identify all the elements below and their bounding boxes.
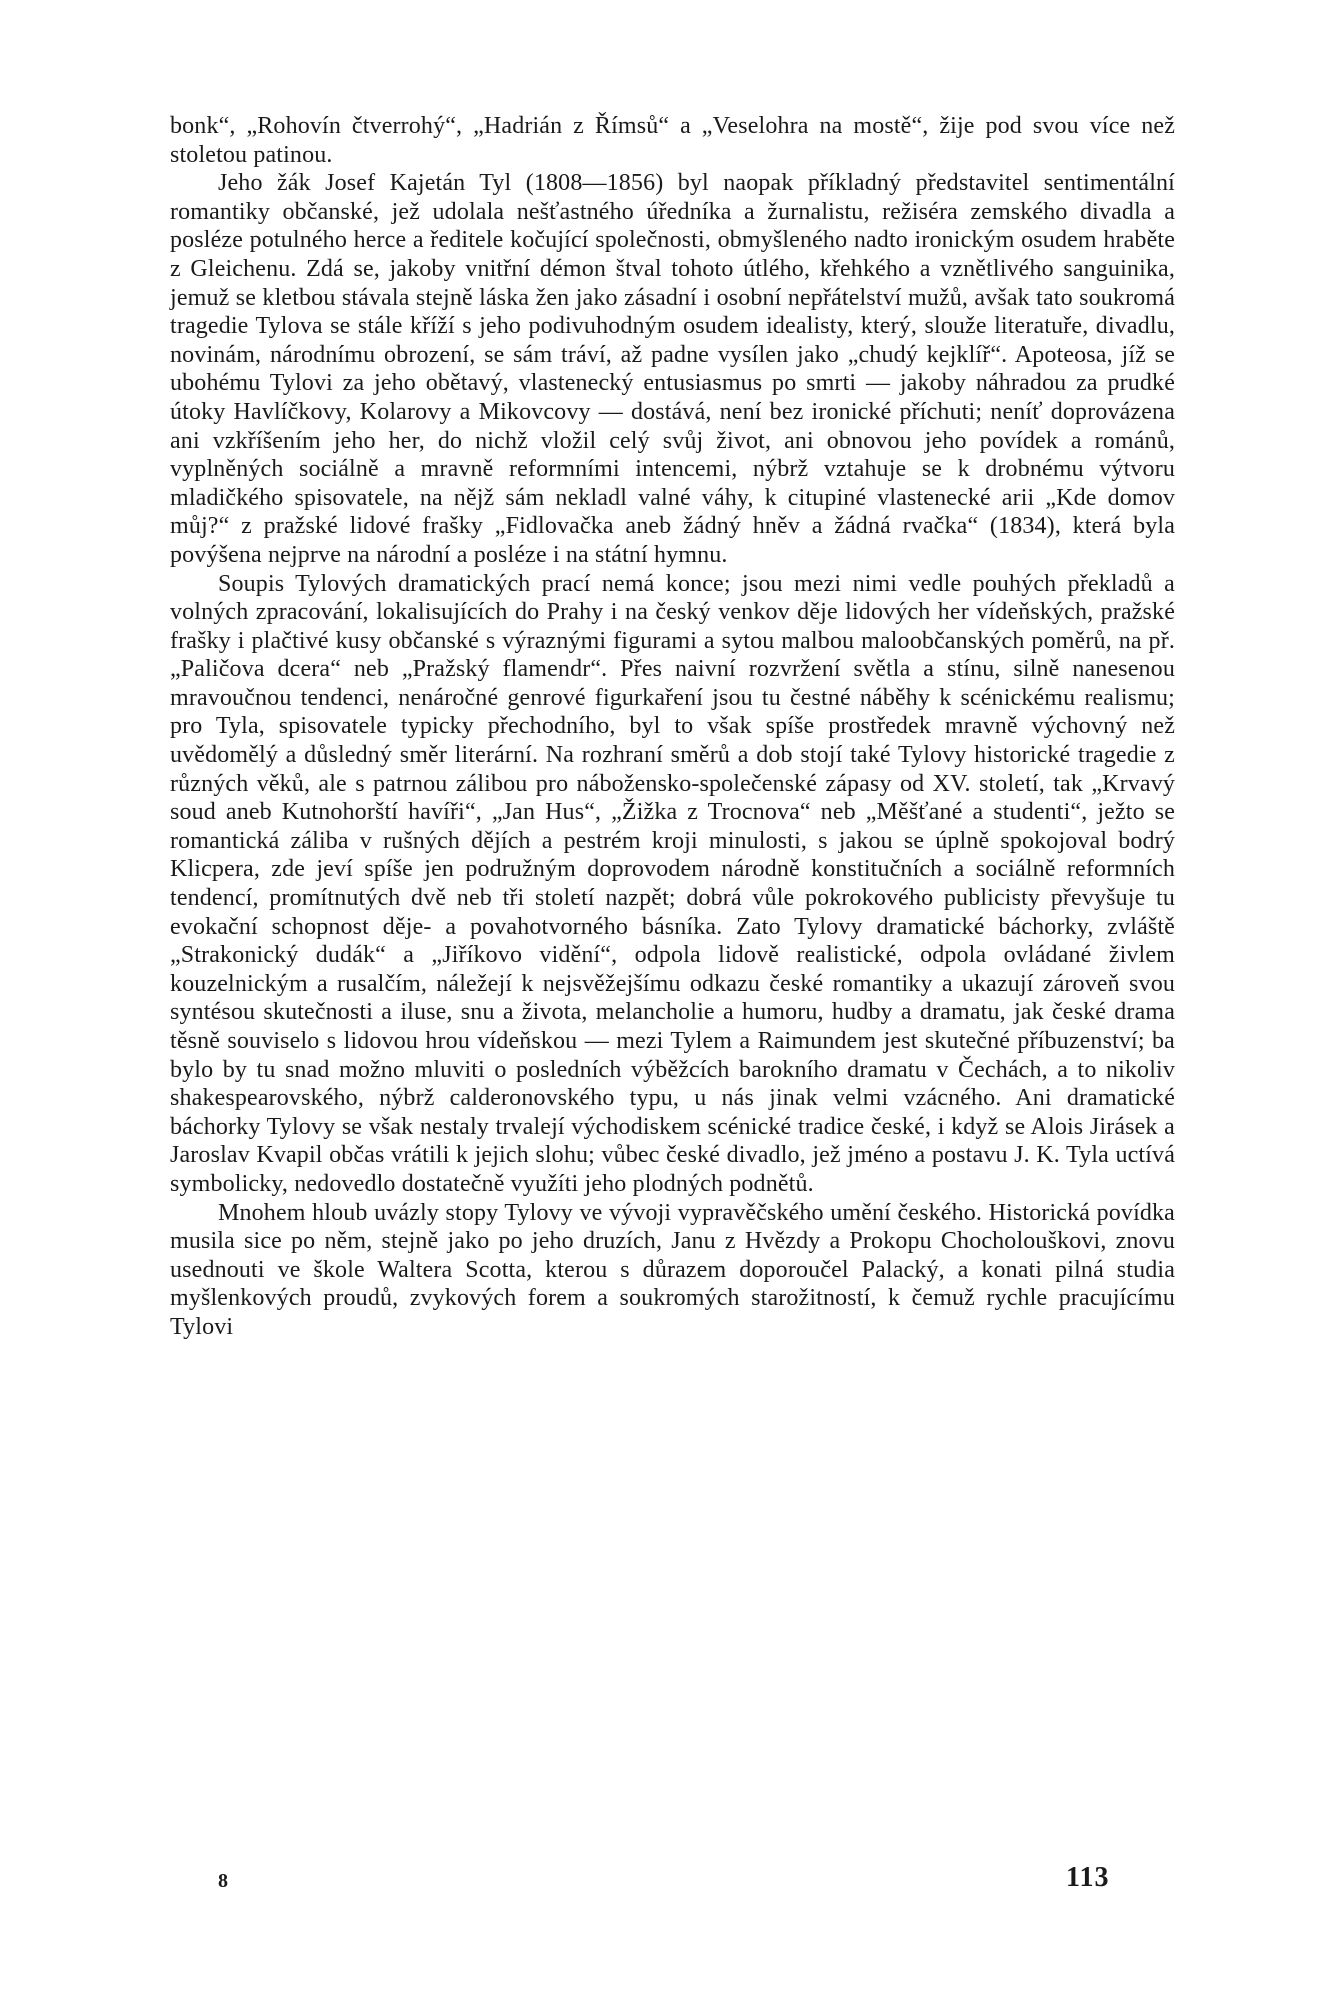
paragraph-tyl-dramas: Soupis Tylových dramatických prací nemá konce; jsou mezi nimi vedle pouhých překladů a volných zpracování, lokalisujících do Prahy i na český venkov děje lidových her vídeňských, pražské frašky i plačtivé kusy občanské s výraznými figurami a sytou malbou maloobčanských poměrů, na př. „Paličova dcera“ neb „Pražský flamendr“. Přes naivní rozvržení světla a stínu, silně nanesenou mravoučnou tendenci, nenáročné genrové figurkaření jsou tu čestné náběhy k scénickému realismu; pro Tyla, spisovatele typicky přechodního, byl to však spíše prostředek mravně výchovný než uvědomělý a důsledný směr literární. Na rozhraní směrů a dob stojí také Tylovy historické tragedie z různých věků, ale s patrnou zálibou pro nábožensko-společenské zápasy od XV. století, tak „Krvavý soud aneb Kutnohorští havíři“, „Jan Hus“, „Žižka z Trocnova“ neb „Měšťané a studenti“, ježto se romantická záliba v rušných dějích a pestrém kroji minulosti, s jakou se úplně spokojoval bodrý Klicpera, zde jeví spíše jen podružným doprovodem národně konstitučních a sociálně reformních tendencí, promítnutých dvě neb tři století nazpět; dobrá vůle pokrokového publicisty převyšuje tu evokační schopnost děje- a povahotvorného básníka. Zato Tylovy dramatické báchorky, zvláště „Strakonický dudák“ a „Jiříkovo vidění“, odpola lidově realistické, odpola ovládané živlem kouzelnickým a rusalčím, náležejí k nejsvěžejšímu odkazu české romantiky a ukazují zároveň svou syntésou skutečnosti a iluse, snu a života, melancholie a humoru, hudby a dramatu, jak české drama těsně souviselo s lidovou hrou vídeňskou — mezi Tylem a Raimundem jest skutečné příbuzenství; ba bylo by tu snad možno mluviti o posledních výběžcích barokního dramatu v Čechách, a to nikoliv shakespearovského, nýbrž calderonovského typu, u nás jinak velmi vzácného. Ani dramatické báchorky Tylovy se však nestaly trvalejí východiskem scénické tradice české, i když se Alois Jirásek a Jaroslav Kvapil občas vrátili k jejich slohu; vůbec české divadlo, jež jméno a postavu J. K. Tyla uctívá symbolicky, nedovedlo dostatečně využíti jeho plodných podnětů. (170, 570, 1175, 1197)
paragraph-continuation: bonk“, „Rohovín čtverrohý“, „Hadrián z Římsů“ a „Veselohra na mostě“, žije pod svou více než stoletou patinou. (170, 113, 1175, 168)
printer-signature-mark: 8 (218, 1870, 228, 1892)
page-number: 113 (1066, 1862, 1110, 1893)
paragraph-tyl-prose: Mnohem hloub uvázly stopy Tylovy ve vývoji vypravěčského umění českého. Historická povídka musila sice po něm, stejně jako po jeho druzích, Janu z Hvězdy a Prokopu Chocholouškovi, znovu usednouti ve škole Waltera Scotta, kterou s důrazem doporoučel Palacký, a konati pilná studia myšlenkových proudů, zvykových forem a soukromých starožitností, k čemuž rychle pracujícímu Tylovi (170, 1199, 1175, 1340)
paragraph-tyl-biography: Jeho žák Josef Kajetán Tyl (1808—1856) byl naopak příkladný představitel sentimentální romantiky občanské, jež udolala nešťastného úředníka a žurnalistu, režiséra zemského divadla a posléze potulného herce a ředitele kočující společnosti, obmyšleného nadto ironickým osudem hraběte z Gleichenu. Zdá se, jakoby vnitřní démon štval tohoto útlého, křehkého a vznětlivého sanguinika, jemuž se kletbou stávala stejně láska žen jako zásadní i osobní nepřátelství mužů, avšak tato soukromá tragedie Tylova se stále kříží s jeho podivuhodným osudem idealisty, který, slouže literatuře, divadlu, novinám, národnímu obrození, se sám tráví, až padne vysílen jako „chudý kejklíř“. Apoteosa, jíž se ubohému Tylovi za jeho obětavý, vlastenecký entusiasmus po smrti — jakoby náhradou za prudké útoky Havlíčkovy, Kolarovy a Mikovcovy — dostává, není bez ironické příchuti; neníť doprovázena ani vzkříšením jeho her, do nichž vložil celý svůj život, ani obnovou jeho povídek a románů, vyplněných sociálně a mravně reformními intencemi, nýbrž vztahuje se k drobnému výtvoru mladičkého spisovatele, na nějž sám nekladl valné váhy, k citupiné vlastenecké arii „Kde domov můj?“ z pražské lidové frašky „Fidlovačka aneb žádný hněv a žádná rvačka“ (1834), která byla povýšena nejprve na národní a posléze i na státní hymnu. (170, 170, 1175, 568)
body-text (170, 112, 1175, 1342)
